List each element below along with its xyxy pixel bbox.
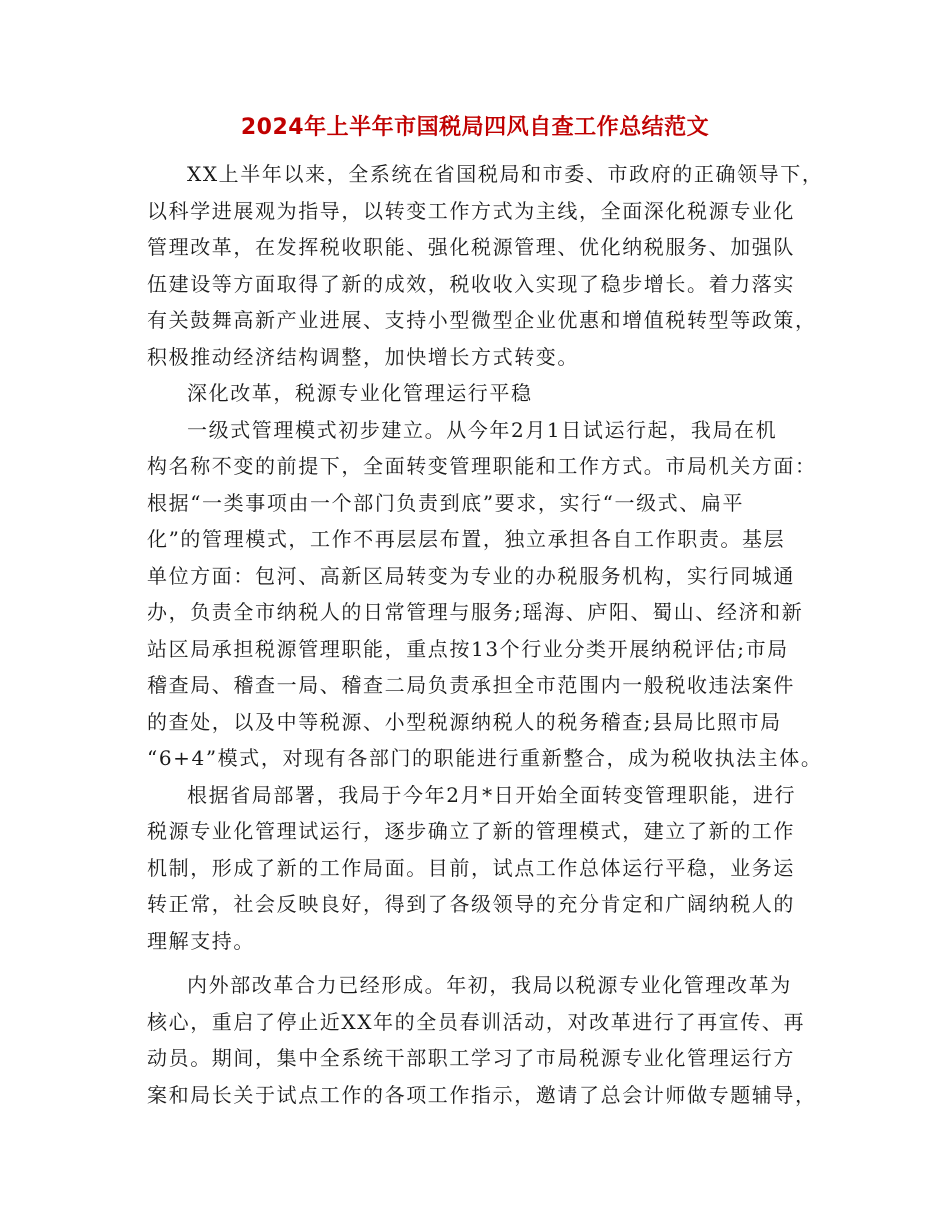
text-line: 以科学进展观为指导，以转变工作方式为主线，全面深化税源专业化 <box>147 198 795 223</box>
paragraph-gap <box>147 959 817 967</box>
text-line: 有关鼓舞高新产业进展、支持小型微型企业优惠和增值税转型等政策， <box>147 308 817 332</box>
text-line: 管理改革，在发挥税收职能、强化税源管理、优化纳税服务、加强队 <box>147 235 795 259</box>
text-line: 根据“一类事项由一个部门负责到底”要求，实行“一级式、扁平 <box>147 490 745 515</box>
text-line: 转正常，社会反映良好，得到了各级领导的充分肯定和广阔纳税人的 <box>147 892 795 916</box>
text-line: XX上半年以来，全系统在省国税局和市委、市政府的正确领导下， <box>187 162 824 186</box>
text-line: 理解支持。 <box>147 928 255 953</box>
text-line: 内外部改革合力已经形成。年初，我局以税源专业化管理改革为 <box>187 973 792 997</box>
text-line: 站区局承担税源管理职能，重点按13个行业分类开展纳税评估;市局 <box>147 636 789 661</box>
text-line: 动员。期间，集中全系统干部职工学习了市局税源专业化管理运行方 <box>147 1046 795 1070</box>
document-title: 2024年上半年市国税局四风自查工作总结范文 <box>240 115 710 140</box>
section-heading: 深化改革，税源专业化管理运行平稳 <box>187 381 533 405</box>
text-line: 核心，重启了停止近XX年的全员春训活动，对改革进行了再宣传、再 <box>147 1009 806 1034</box>
text-line: 根据省局部署，我局于今年2月*日开始全面转变管理职能，进行 <box>187 782 797 807</box>
text-line: 机制，形成了新的工作局面。目前，试点工作总体运行平稳，业务运 <box>147 855 795 880</box>
text-line: 化”的管理模式，工作不再层层布置，独立承担各自工作职责。基层 <box>147 527 786 551</box>
text-line: 稽查局、稽查一局、稽查二局负责承担全市范围内一般税收违法案件 <box>147 673 795 697</box>
text-line: “6+4”模式，对现有各部门的职能进行重新整合，成为税收执法主体。 <box>147 746 823 770</box>
text-line: 伍建设等方面取得了新的成效，税收收入实现了稳步增长。着力落实 <box>147 271 795 296</box>
text-line: 单位方面：包河、高新区局转变为专业的办税服务机构，实行同城通 <box>147 563 795 588</box>
text-line: 案和局长关于试点工作的各项工作指示，邀请了总会计师做专题辅导， <box>147 1082 817 1107</box>
text-line: 积极推动经济结构调整，加快增长方式转变。 <box>147 344 579 369</box>
text-line: 的查处，以及中等税源、小型税源纳税人的税务稽查;县局比照市局 <box>147 709 782 734</box>
text-line: 办，负责全市纳税人的日常管理与服务;瑶海、庐阳、蜀山、经济和新 <box>147 600 804 624</box>
text-line: 一级式管理模式初步建立。从今年2月1日试运行起，我局在机 <box>187 417 778 442</box>
text-line: 构名称不变的前提下，全面转变管理职能和工作方式。市局机关方面： <box>147 454 817 478</box>
text-line: 税源专业化管理试运行，逐步确立了新的管理模式，建立了新的工作 <box>147 819 795 843</box>
document-body <box>147 156 824 1113</box>
